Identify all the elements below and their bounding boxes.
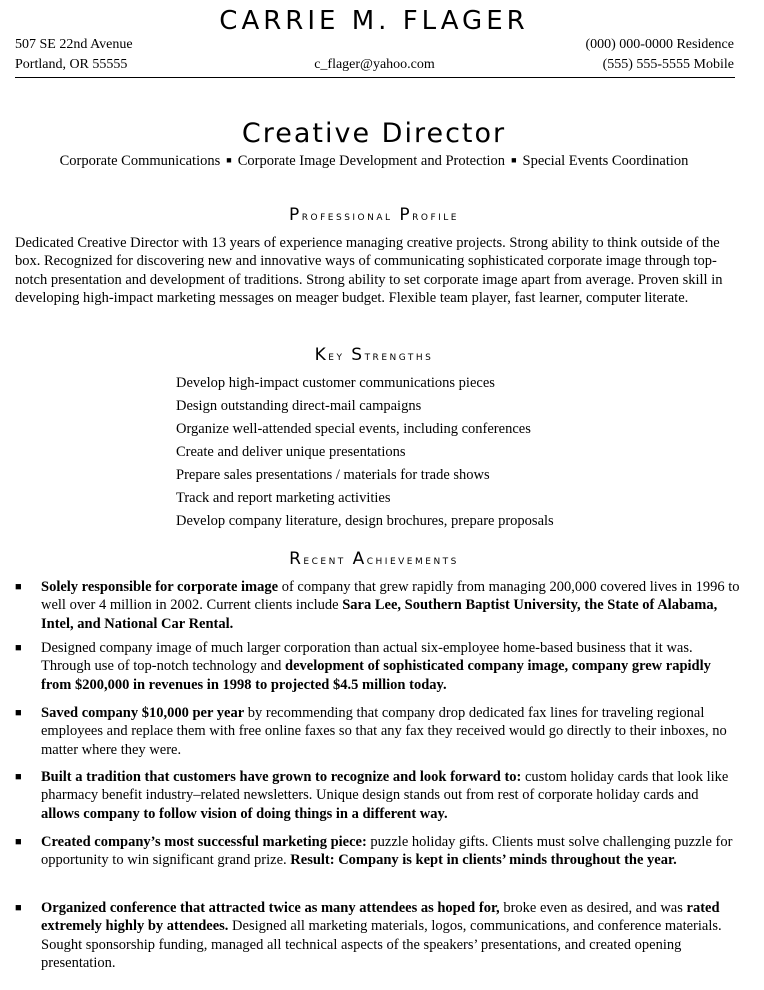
email-address[interactable]: c_flager@yahoo.com — [314, 57, 435, 72]
emphasis-text: Created company’s most successful marketing piece: — [41, 834, 367, 850]
achievement-text — [41, 833, 740, 870]
emphasis-text: Built a tradition that customers have grown to recognize and look forward to: — [41, 769, 522, 785]
emphasis-text: Result: Company is kept in clients’ minds throughout the year. — [290, 852, 677, 869]
achievement-text — [41, 639, 740, 694]
strength-item: Develop high-impact customer communications pieces — [176, 375, 495, 391]
square-bullet-icon: ■ — [15, 902, 22, 914]
achievement-item — [15, 704, 740, 759]
address-line-2: Portland, OR 55555 — [15, 57, 128, 72]
achievement-item — [15, 768, 740, 823]
emphasis-text: development of sophisticated company image, company grew rapidly from $200,000 in revenues in 1998 to projected $4.5 million today. — [41, 658, 711, 693]
phone-residence: (000) 000-0000 Residence — [585, 37, 734, 52]
achievement-text — [41, 704, 740, 759]
square-bullet-icon: ■ — [15, 707, 22, 719]
achievement-text — [41, 768, 740, 823]
strengths-list — [176, 373, 554, 534]
header-divider — [15, 77, 735, 78]
section-heading-professional-profile: Professional Profile — [289, 205, 459, 225]
achievement-text — [41, 578, 740, 633]
section-heading-recent-achievements: Recent Achievements — [289, 549, 459, 569]
specialty-item: Corporate Communications — [59, 153, 221, 169]
phone-mobile: (555) 555-5555 Mobile — [602, 57, 734, 72]
square-bullet-icon: ■ — [15, 836, 22, 848]
profile-paragraph: Dedicated Creative Director with 13 years of experience managing creative projects. Strong ability to think outside of the box. Recognized for discovering new and innovative ways of communicating sophisticated corporate image through top-notch presentation and development of traditions. Strong ability to set corporate image apart from average. Proven skill in developing high-impact marketing messages on meager budget. Flexible team player, fast learner, computer literate. — [15, 235, 723, 307]
square-bullet-icon: ■ — [226, 155, 232, 165]
square-bullet-icon: ■ — [15, 642, 22, 654]
body-text: custom holiday cards that look like pharmacy benefit industry–related newsletters. Unique design stands out from rest of corporate holiday cards and — [41, 769, 729, 804]
achievement-item — [15, 833, 740, 870]
candidate-name: CARRIE M. FLAGER — [219, 6, 529, 36]
specialty-item: Special Events Coordination — [522, 153, 689, 169]
emphasis-text: allows company to follow vision of doing things in a different way. — [41, 805, 448, 822]
body-text: of company that grew rapidly from managing 200,000 covered lives in 1996 to well over 4 million in 2002. Current clients include — [41, 579, 740, 614]
strength-item: Prepare sales presentations / materials for trade shows — [176, 467, 490, 483]
achievement-item — [15, 578, 740, 633]
specialty-item: Corporate Image Development and Protection — [237, 153, 506, 169]
address-line-1: 507 SE 22nd Avenue — [15, 37, 133, 52]
job-title: Creative Director — [241, 118, 507, 149]
strength-item: Track and report marketing activities — [176, 490, 391, 506]
body-text: Designed all marketing materials, logos, communications, and conference materials. Sought sponsorship funding, managed all technical aspects of the speakers’ presentations, and created opening presentation. — [41, 918, 722, 972]
emphasis-text: rated extremely highly by attendees. — [41, 900, 720, 935]
strength-item: Develop company literature, design brochures, prepare proposals — [176, 513, 554, 529]
strength-item: Design outstanding direct-mail campaigns — [176, 398, 422, 414]
square-bullet-icon: ■ — [15, 581, 22, 593]
body-text: Designed company image of much larger corporation than actual six-employee home-based business that it was. Through use of top-notch technology and — [41, 640, 693, 675]
section-heading-key-strengths: Key Strengths — [314, 345, 434, 365]
body-text: by recommending that company drop dedicated fax lines for traveling regional employees and replace them with free online faxes so that any fax they received would go directly to their inboxes, no matter where they were. — [41, 705, 727, 758]
body-text: puzzle holiday gifts. Clients must solve challenging puzzle for opportunity to win significant grand prize. — [41, 834, 733, 869]
achievement-item — [15, 899, 740, 973]
emphasis-text: Sara Lee, Southern Baptist University, the State of Alabama, Intel, and National Car Rental. — [41, 597, 718, 632]
achievement-text — [41, 899, 740, 973]
square-bullet-icon: ■ — [15, 771, 22, 783]
strength-item: Create and deliver unique presentations — [176, 444, 406, 460]
emphasis-text: Solely responsible for corporate image — [41, 579, 279, 595]
emphasis-text: Organized conference that attracted twice as many attendees as hoped for, — [41, 900, 500, 916]
body-text: broke even as desired, and was — [499, 900, 687, 916]
emphasis-text: Saved company $10,000 per year — [41, 705, 245, 721]
achievement-item — [15, 639, 740, 694]
strength-item: Organize well-attended special events, including conferences — [176, 421, 531, 437]
square-bullet-icon: ■ — [511, 155, 517, 165]
specialties-line — [0, 150, 748, 171]
